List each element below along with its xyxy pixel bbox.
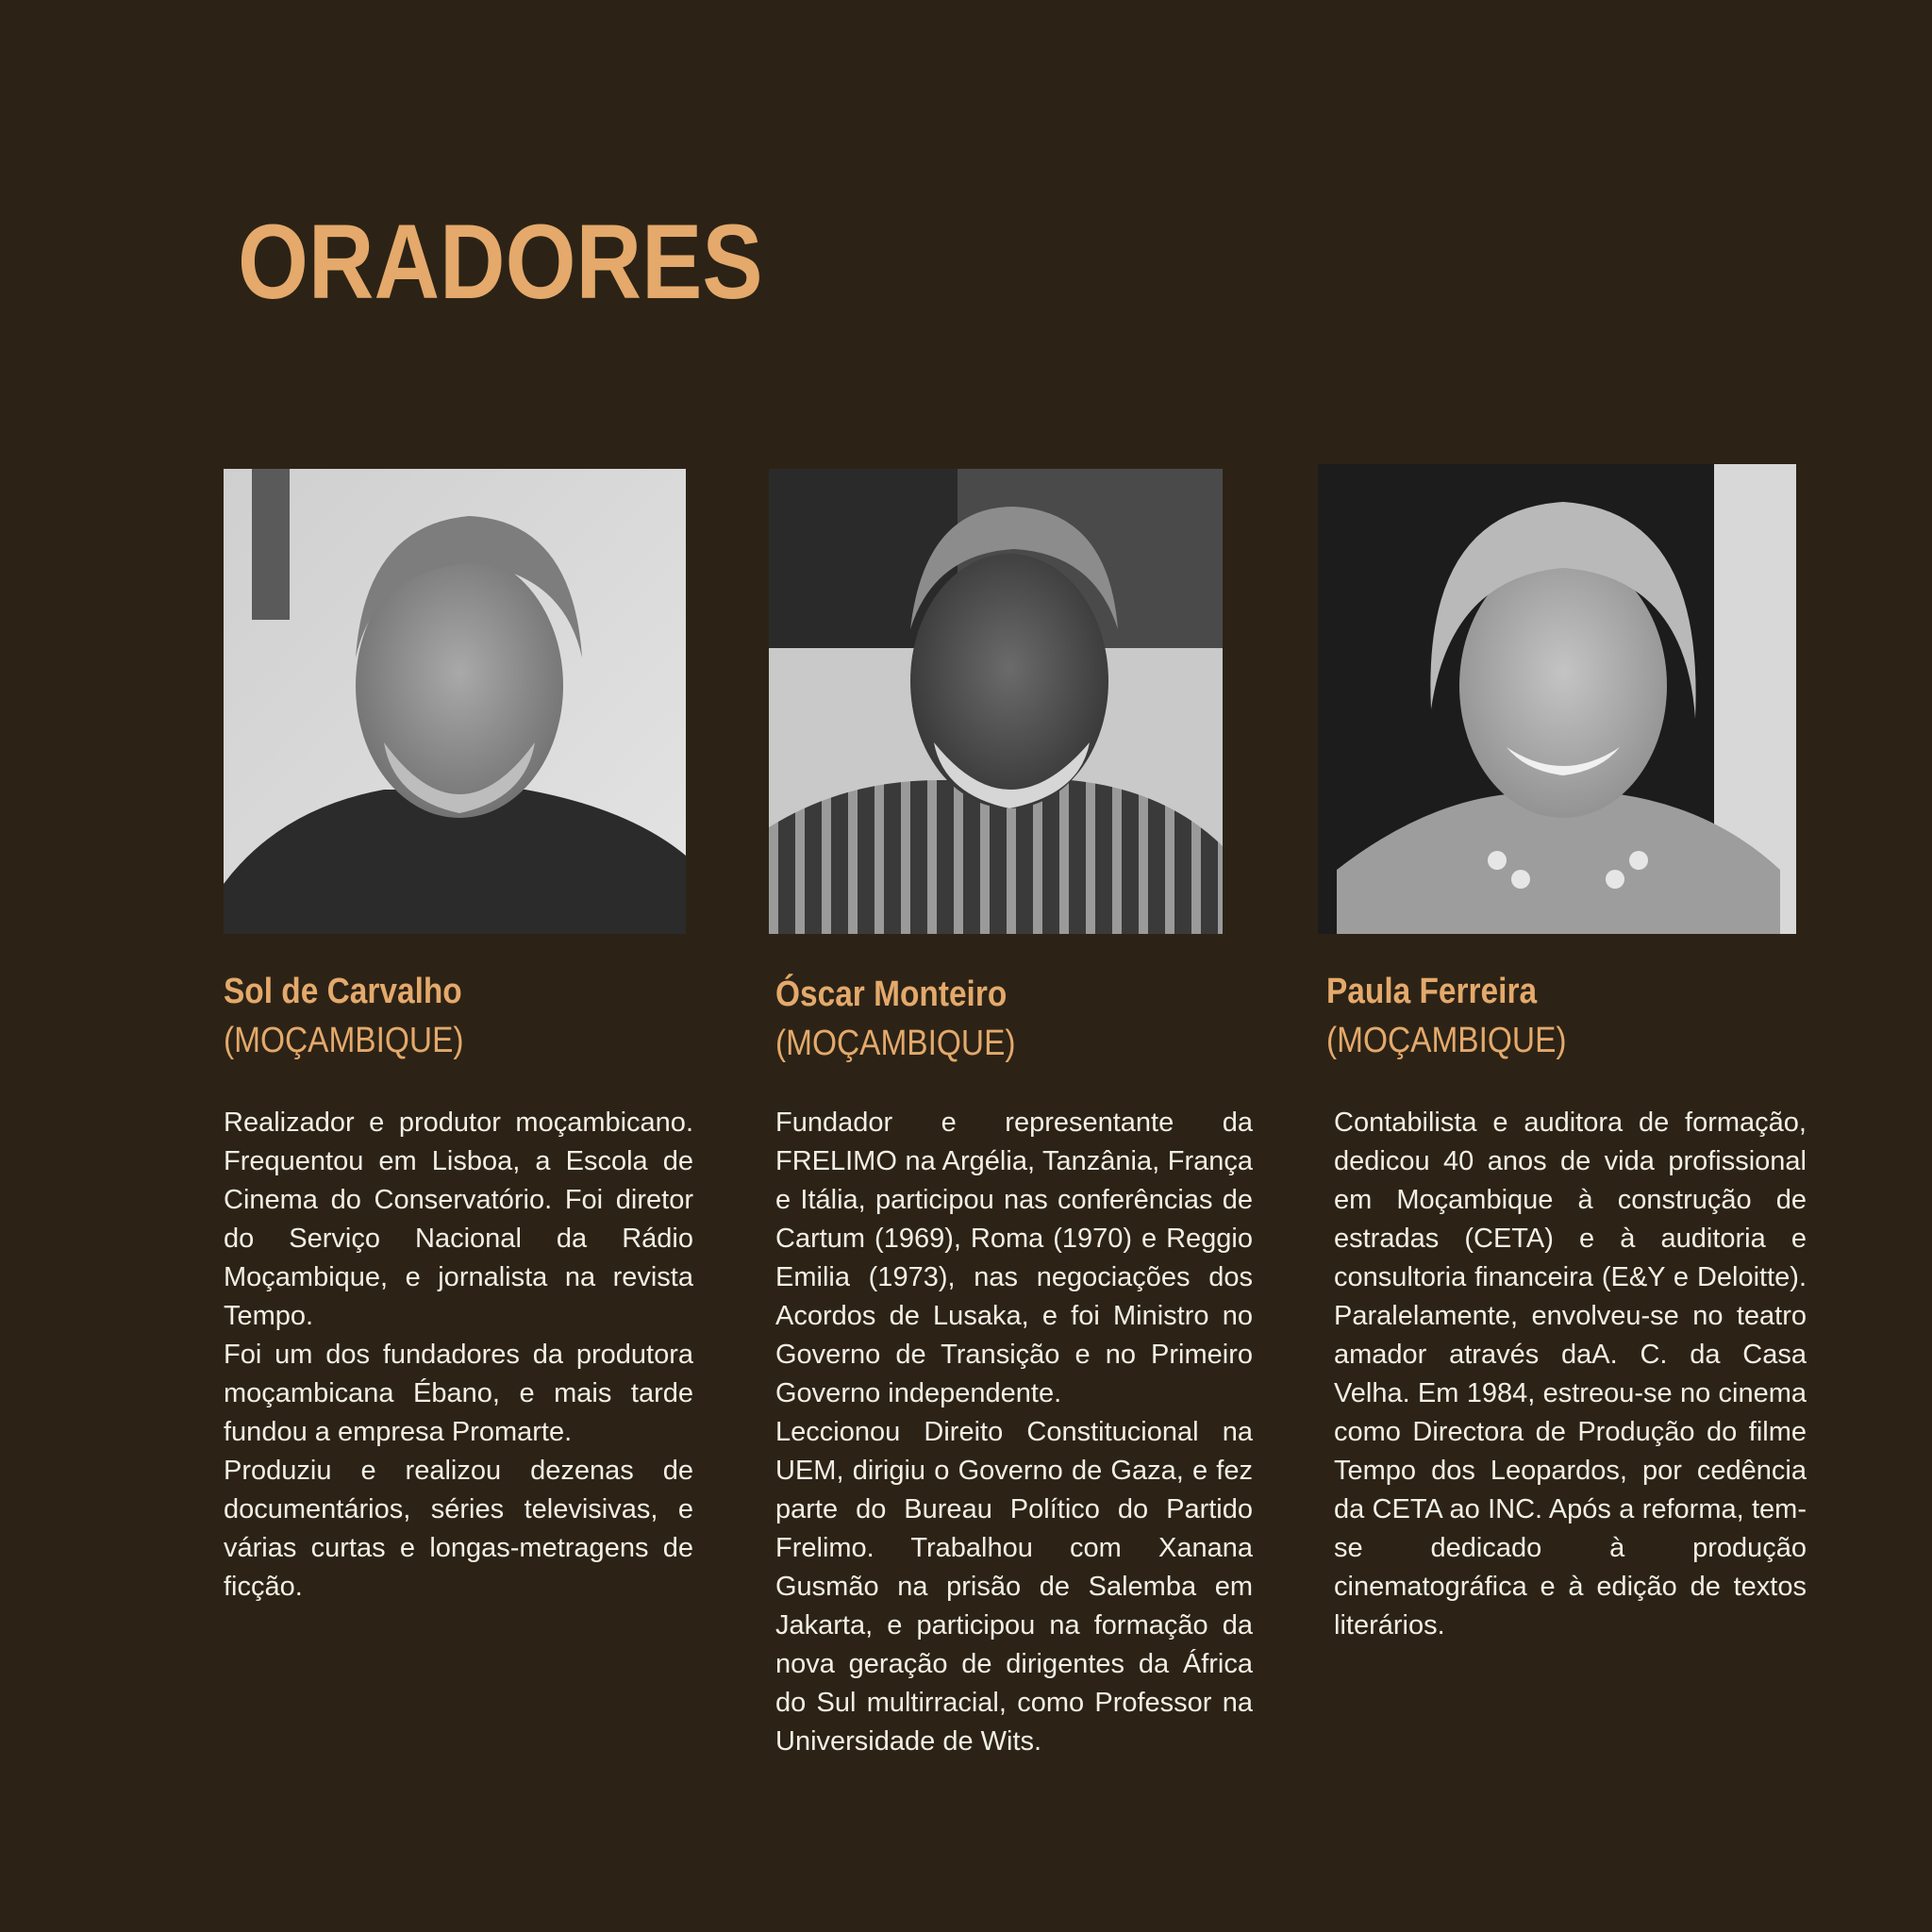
- speaker-bio: [775, 1104, 1253, 1761]
- speaker-country: (MOÇAMBIQUE): [775, 1024, 1016, 1063]
- bio-paragraph: Leccionou Direito Constitucional na UEM, dirigiu o Governo de Gaza, e fez parte do Bureau Político do Partido Frelimo. Trabalhou com Xanana Gusmão na prisão de Salemba em Jakarta, e participou na formação da nova geração de dirigentes da África do Sul multirracial, como Professor na Universidade de Wits.: [775, 1417, 1253, 1757]
- speaker-bio: [224, 1104, 693, 1607]
- page-title: ORADORES: [238, 203, 763, 321]
- speaker-bio: [1334, 1104, 1807, 1645]
- bio-paragraph: Foi um dos fundadores da produtora moçambicana Ébano, e mais tarde fundou a empresa Promarte.: [224, 1340, 693, 1447]
- bio-paragraph: Contabilista e auditora de formação, dedicou 40 anos de vida profissional em Moçambique à construção de estradas (CETA) e à auditoria e consultoria financeira (E&Y e Deloitte). Paralelamente, envolveu-se no teatro amador através daA. C. da Casa Velha. Em 1984, estreou-se no cinema como Directora de Produção do filme Tempo dos Leopardos, por cedência da CETA ao INC. Após a reforma, tem-se dedicado à produção cinematográfica e à edição de textos literários.: [1334, 1108, 1807, 1641]
- speaker-name: Óscar Monteiro: [775, 974, 1008, 1014]
- bio-paragraph: Produziu e realizou dezenas de documentários, séries televisivas, e várias curtas e longas-metragens de ficção.: [224, 1456, 693, 1602]
- speaker-photo-oscar-monteiro: [769, 469, 1223, 934]
- speaker-name: Sol de Carvalho: [224, 972, 462, 1011]
- bio-paragraph: Fundador e representante da FRELIMO na Argélia, Tanzânia, França e Itália, participou nas conferências de Cartum (1969), Roma (1970) e Reggio Emilia (1973), nas negociações dos Acordos de Lusaka, e foi Ministro no Governo de Transição e no Primeiro Governo independente.: [775, 1108, 1253, 1408]
- speaker-photo-sol-de-carvalho: [224, 469, 686, 934]
- bio-paragraph: Realizador e produtor moçambicano. Frequentou em Lisboa, a Escola de Cinema do Conservatório. Foi diretor do Serviço Nacional da Rádio Moçambique, e jornalista na revista Tempo.: [224, 1108, 693, 1331]
- speaker-name: Paula Ferreira: [1326, 972, 1538, 1011]
- speaker-photo-paula-ferreira: [1318, 464, 1796, 934]
- speaker-country: (MOÇAMBIQUE): [1326, 1021, 1567, 1060]
- speaker-country: (MOÇAMBIQUE): [224, 1021, 464, 1060]
